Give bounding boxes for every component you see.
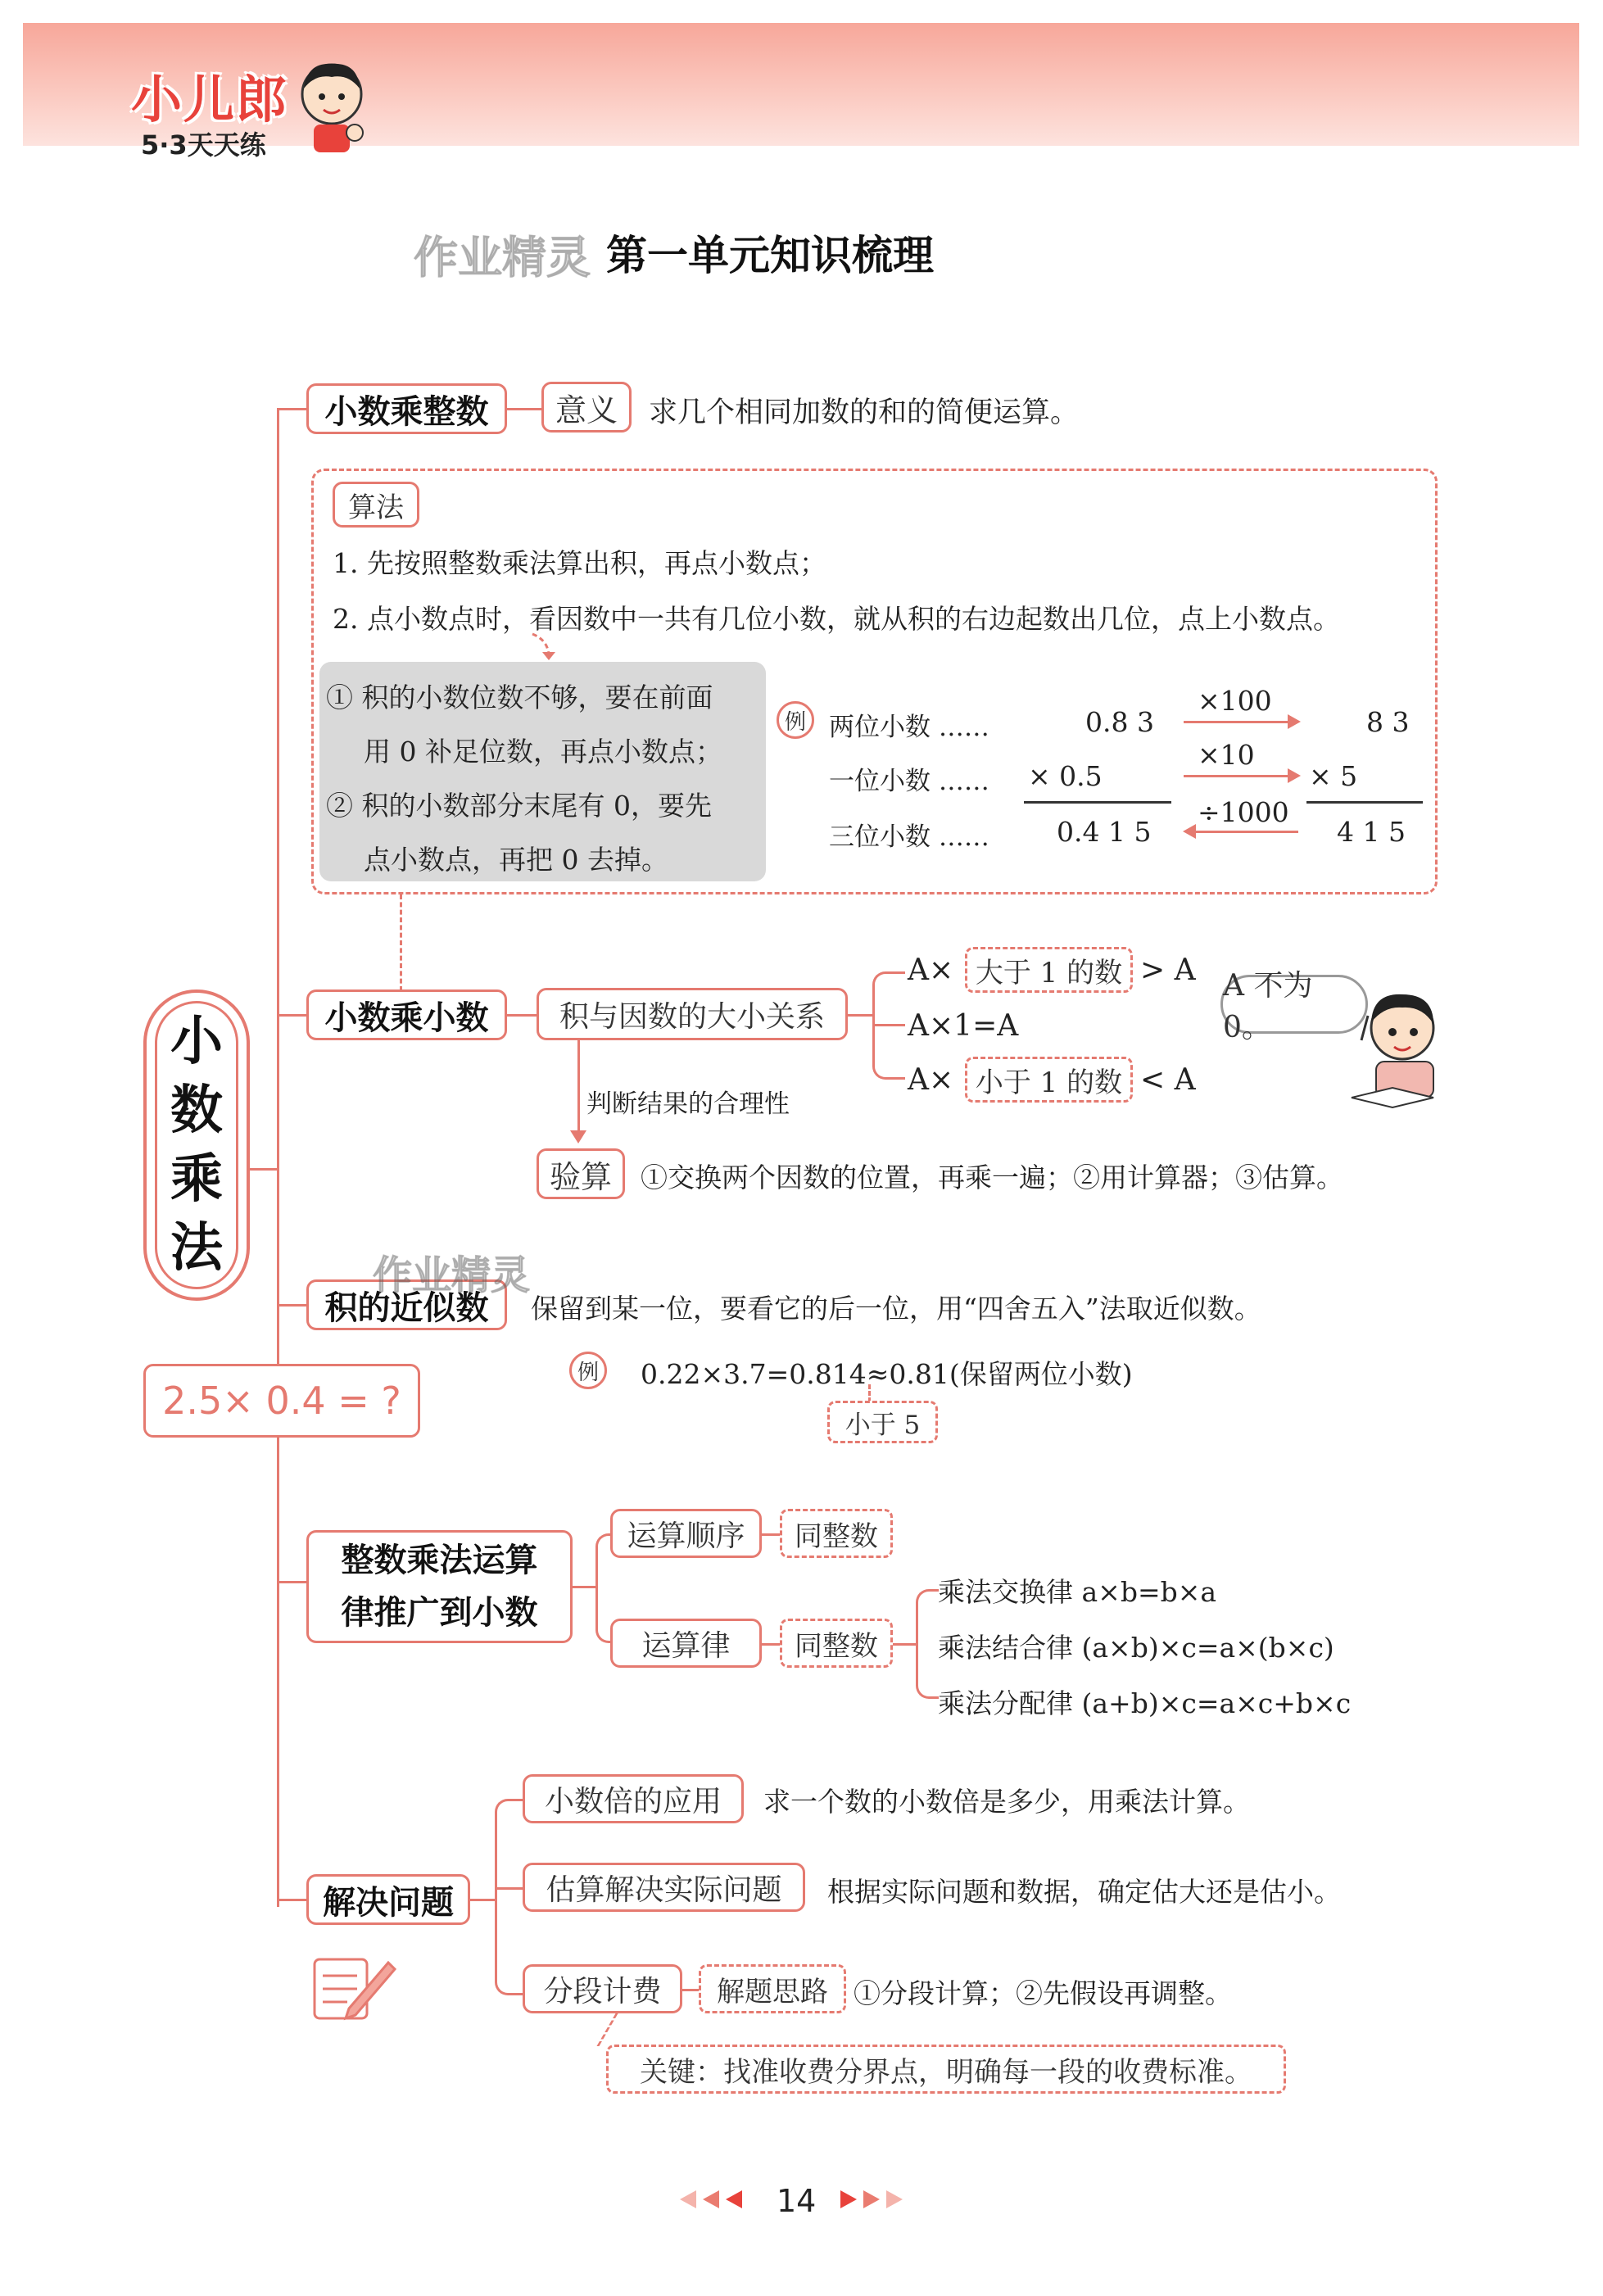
brand-logo: 小儿郎	[131, 70, 289, 129]
prev-arrows-icon	[673, 2189, 751, 2210]
branch-line	[277, 408, 306, 410]
center-char: 数	[170, 1080, 223, 1141]
connector-line	[400, 894, 402, 991]
center-char: 乘	[170, 1149, 223, 1210]
page-number: 14	[777, 2183, 817, 2219]
mascot-icon	[291, 57, 373, 156]
connector-line	[762, 1533, 780, 1536]
sec3-title: 积的近似数	[306, 1279, 507, 1330]
order-label: 运算顺序	[610, 1509, 762, 1558]
connector-line	[682, 1989, 699, 1991]
integer-num: 4 1 5	[1337, 816, 1406, 848]
note-line: 点小数点，再把 0 去掉。	[364, 844, 668, 876]
brand-subtitle: 5·3天天练	[141, 129, 266, 161]
rule-line	[1024, 801, 1171, 804]
connector-line	[872, 1024, 905, 1026]
decimal-num: 0.4 1 5	[1057, 816, 1152, 848]
order-same: 同整数	[780, 1509, 893, 1558]
arrow-line	[1184, 721, 1290, 723]
integer-num: × 5	[1309, 760, 1358, 792]
connector-line	[470, 1899, 495, 1901]
arrow-line	[1196, 831, 1298, 833]
center-title	[143, 989, 250, 1301]
bracket-line	[916, 1589, 939, 1699]
p2-label: 估算解决实际问题	[523, 1863, 805, 1912]
check-text: ①交换两个因数的位置，再乘一遍；②用计算器；③估算。	[641, 1162, 1343, 1193]
sec4-title-line: 整数乘法运算	[341, 1542, 538, 1579]
connector-line	[507, 1014, 537, 1017]
branch-line	[250, 1168, 279, 1171]
op-label: ×10	[1198, 739, 1255, 771]
connector-line	[893, 1643, 916, 1646]
check-label: 验算	[537, 1148, 625, 1199]
connector-line	[762, 1643, 780, 1646]
rule-line	[1306, 801, 1423, 804]
connector-line	[577, 1040, 580, 1130]
p3-text: ①分段计算；②先假设再调整。	[854, 1977, 1232, 2009]
relation-part: > A	[1140, 953, 1196, 987]
law-item: 乘法交换律 a×b=b×a	[938, 1576, 1217, 1608]
arrow-icon	[524, 632, 565, 662]
row-label: 两位小数 ……	[829, 713, 989, 742]
page-title: 第一单元知识梳理	[606, 232, 934, 279]
connector-line	[596, 2013, 700, 2046]
example-tag: 例	[569, 1352, 607, 1389]
sec4-title-line: 律推广到小数	[341, 1594, 538, 1632]
law-same: 同整数	[780, 1619, 893, 1668]
center-question: 2.5× 0.4 = ?	[143, 1364, 420, 1438]
decimal-num: 0.8 3	[1085, 706, 1154, 738]
row-label: 三位小数 ……	[829, 822, 989, 852]
trunk-line	[277, 408, 279, 1907]
sec4-title	[306, 1530, 573, 1643]
branch-line	[277, 1304, 306, 1307]
center-char: 法	[170, 1218, 223, 1279]
branch-line	[277, 1014, 306, 1017]
connector-line	[507, 408, 541, 410]
meaning-text: 求几个相同加数的和的简便运算。	[649, 396, 1080, 429]
algo-step-2: 2. 点小数点时，看因数中一共有几位小数，就从积的右边起数出几位，点上小数点。	[333, 603, 1340, 635]
arrow-head-icon	[570, 1130, 586, 1143]
algo-label: 算法	[333, 482, 419, 528]
p2-text: 根据实际问题和数据，确定估大还是估小。	[827, 1876, 1341, 1908]
connector-line	[573, 1586, 595, 1588]
arrow-line	[1184, 775, 1290, 777]
sec3-text: 保留到某一位，要看它的后一位，用“四舍五入”法取近似数。	[531, 1293, 1261, 1325]
op-label: ÷1000	[1198, 796, 1289, 828]
p1-text: 求一个数的小数倍是多少，用乘法计算。	[763, 1786, 1250, 1818]
decimal-num: × 0.5	[1028, 760, 1103, 792]
key-note: 关键：找准收费分界点，明确每一段的收费标准。	[606, 2045, 1286, 2094]
connector-line	[848, 1014, 872, 1017]
relation-part: A×	[908, 953, 954, 987]
algo-step-1: 1. 先按照整数乘法算出积，再点小数点；	[333, 547, 826, 579]
watermark: 作业精灵	[414, 232, 591, 283]
sec5-title: 解决问题	[306, 1874, 470, 1925]
meaning-label: 意义	[541, 382, 632, 432]
less5-box: 小于 5	[827, 1401, 938, 1443]
relation-part: A×	[908, 1063, 954, 1097]
arrow-head-icon	[1288, 768, 1301, 783]
p3-sub: 解题思路	[699, 1964, 846, 2013]
speech-bubble: A 不为 0。	[1220, 975, 1368, 1034]
note-line: 用 0 补足位数，再点小数点；	[364, 736, 722, 768]
connector-line	[868, 1384, 871, 1402]
center-char: 小	[170, 1012, 223, 1072]
relation-part: < A	[1140, 1063, 1196, 1097]
arrow-head-icon	[1183, 824, 1196, 839]
judge-text: 判断结果的合理性	[586, 1089, 790, 1119]
note-line: ① 积的小数位数不够，要在前面	[326, 682, 713, 713]
p3-label: 分段计费	[523, 1964, 682, 2013]
watermark: 作业精灵	[373, 1252, 531, 1298]
relation-label: 积与因数的大小关系	[537, 988, 848, 1040]
example-tag: 例	[777, 701, 814, 739]
bracket-line	[495, 1799, 523, 1995]
notebook-pen-icon	[310, 1951, 400, 2025]
law-item: 乘法结合律 (a×b)×c=a×(b×c)	[938, 1632, 1334, 1664]
op-label: ×100	[1198, 685, 1272, 717]
law-label: 运算律	[610, 1619, 762, 1668]
relation-part: A×1=A	[908, 1009, 1019, 1043]
row-label: 一位小数 ……	[829, 767, 989, 796]
sec1-title: 小数乘整数	[306, 383, 507, 434]
relation-box: 小于 1 的数	[965, 1057, 1133, 1103]
law-item: 乘法分配律 (a+b)×c=a×c+b×c	[938, 1687, 1352, 1719]
integer-num: 8 3	[1366, 706, 1410, 738]
p1-label: 小数倍的应用	[523, 1774, 744, 1823]
student-icon	[1343, 983, 1450, 1114]
relation-box: 大于 1 的数	[965, 947, 1133, 993]
arrow-head-icon	[1288, 714, 1301, 729]
sec2-title: 小数乘小数	[306, 989, 507, 1040]
note-line: ② 积的小数部分末尾有 0，要先	[326, 790, 712, 822]
branch-line	[277, 1581, 306, 1583]
sec3-example: 0.22×3.7=0.814≈0.81(保留两位小数)	[641, 1358, 1133, 1390]
connector-line	[495, 1887, 523, 1890]
branch-line	[277, 1899, 306, 1901]
next-arrows-icon	[834, 2189, 912, 2210]
